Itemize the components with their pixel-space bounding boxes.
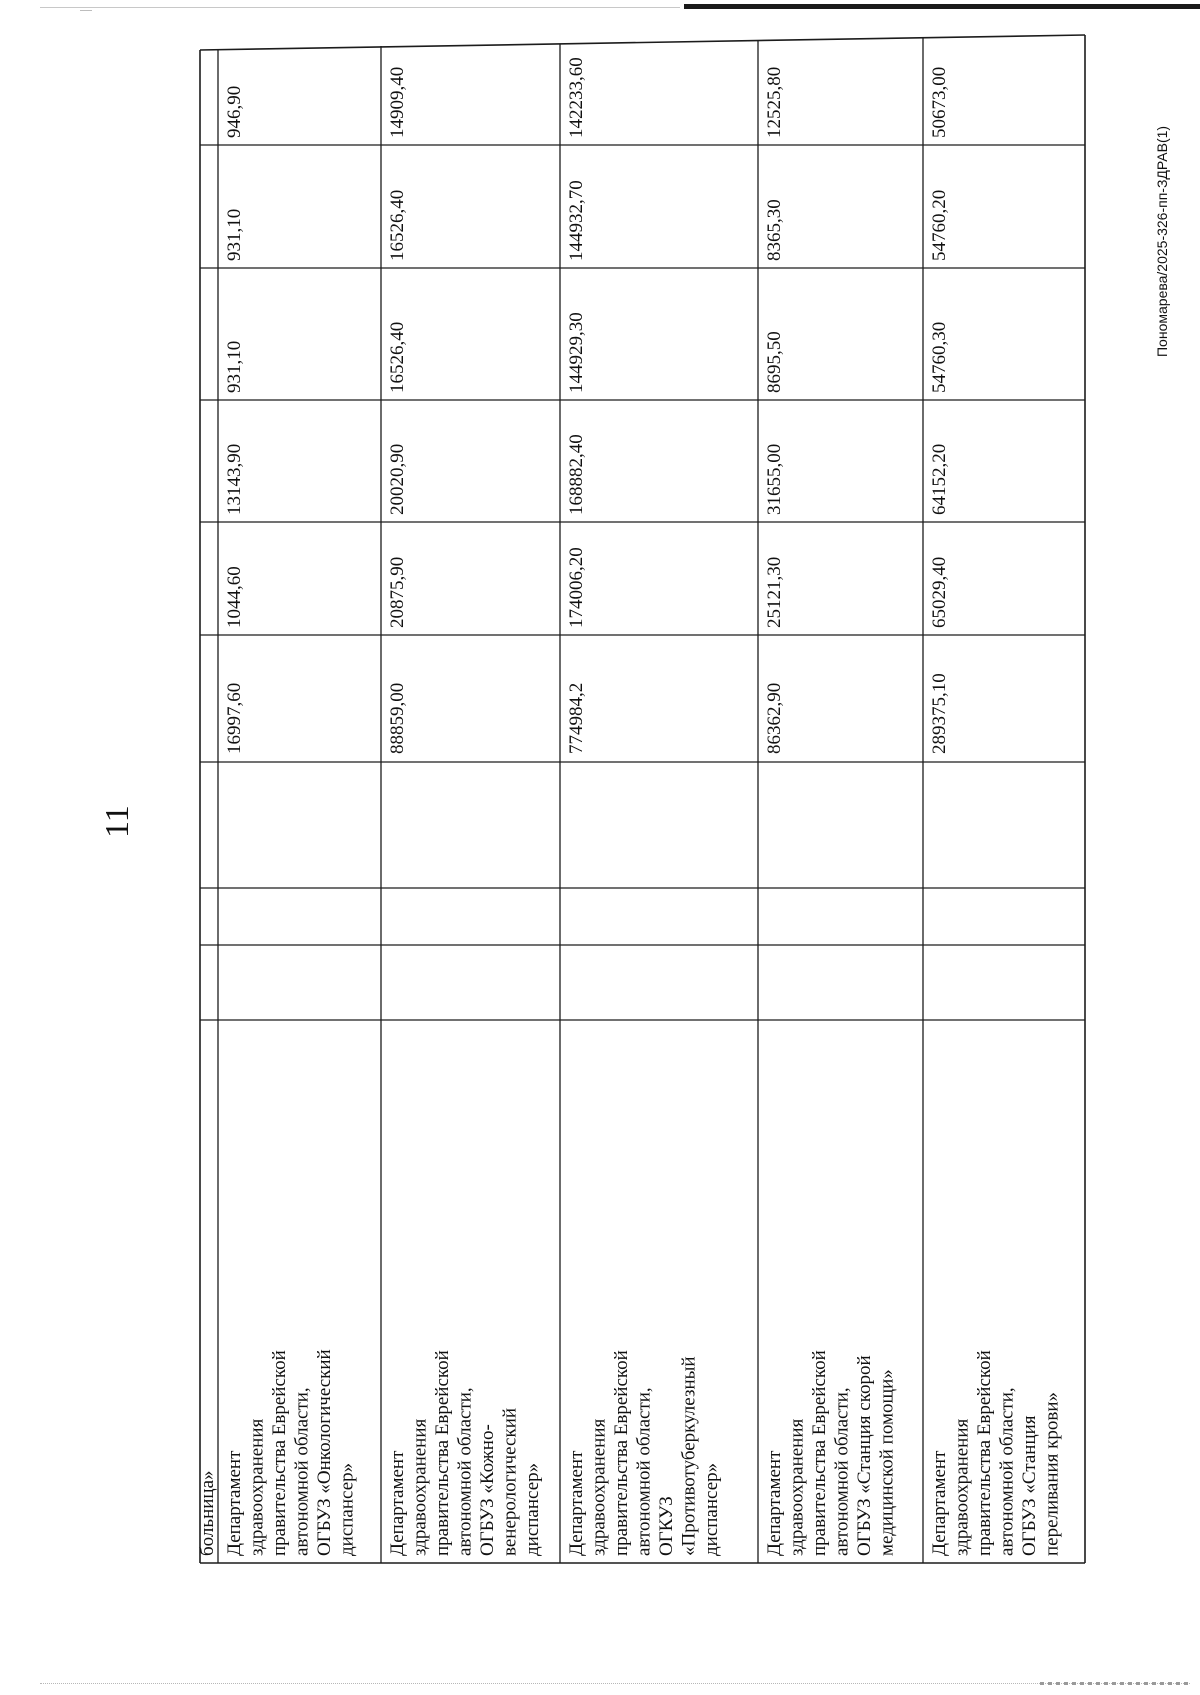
table-cell-name-line: здравоохранения <box>409 1418 431 1556</box>
table-cell-value: 289375,10 <box>929 673 950 754</box>
table-cell-name-line: Департамент <box>764 1450 785 1556</box>
table-cell-value: 13143,90 <box>224 443 245 515</box>
table-cell-name-line: автономной области, <box>291 1387 313 1556</box>
table-text <box>197 57 1063 1556</box>
table-cell-name-line: Департамент <box>929 1450 950 1556</box>
table-cell-value: 8695,50 <box>764 331 785 393</box>
table-cell-value: 144929,30 <box>566 312 587 393</box>
table-cell-name-line: правительства Еврейской <box>269 1350 290 1556</box>
table-cell-value: 20875,90 <box>387 556 408 628</box>
table-cell-name-line: правительства Еврейской <box>974 1350 995 1556</box>
table-cell-name-line: автономной области, <box>633 1387 655 1556</box>
table-cell-name-line: здравоохранения <box>588 1418 610 1556</box>
table-cell-name-line: венерологический <box>499 1407 521 1556</box>
table-cell-value: 12525,80 <box>764 66 785 138</box>
table-cell-name-line: ОГБУЗ «Онкологический <box>314 1349 335 1556</box>
table-cell-name-line: диспансер» <box>701 1462 722 1556</box>
table-cell-name-line: медицинской помощи» <box>876 1369 898 1556</box>
partial-row-label: больница» <box>197 1470 218 1556</box>
table-cell-value: 54760,30 <box>929 321 950 393</box>
table-cell-value: 16526,40 <box>387 189 408 261</box>
table-cell-name-line: правительства Еврейской <box>611 1350 632 1556</box>
table-grid <box>200 35 1085 1563</box>
table-cell-value: 16526,40 <box>387 321 408 393</box>
table-border-top <box>200 35 1085 50</box>
table-cell-name-line: Департамент <box>224 1450 245 1556</box>
table-cell-name-line: автономной области, <box>831 1387 853 1556</box>
table-cell-value: 50673,00 <box>929 66 950 138</box>
table-cell-value: 20020,90 <box>387 443 408 515</box>
table-cell-value: 931,10 <box>224 340 245 393</box>
table-cell-name-line: диспансер» <box>336 1462 358 1556</box>
table-cell-name-line: диспансер» <box>522 1462 543 1556</box>
table-cell-value: 1044,60 <box>224 566 245 628</box>
table-cell-name-line: здравоохранения <box>246 1418 268 1556</box>
table-cell-value: 54760,20 <box>929 189 950 261</box>
document-code: Пономарева/2025-326-пп-ЗДРАВ(1) <box>1154 125 1170 357</box>
table-cell-name-line: здравоохранения <box>951 1418 973 1556</box>
table-cell-name-line: Департамент <box>387 1450 408 1556</box>
table-cell-name-line: правительства Еврейской <box>809 1350 830 1556</box>
table-cell-value: 774984,2 <box>566 682 587 754</box>
table-cell-name-line: ОГКУЗ <box>656 1496 677 1556</box>
table-cell-value: 142233,60 <box>566 57 587 138</box>
table-cell-value: 946,90 <box>224 85 245 138</box>
table-cell-name-line: здравоохранения <box>786 1418 808 1556</box>
table-cell-value: 31655,00 <box>764 443 785 515</box>
table-cell-value: 14909,40 <box>387 66 408 138</box>
table-cell-value: 16997,60 <box>224 682 245 754</box>
table-cell-value: 88859,00 <box>387 682 408 754</box>
table-cell-name-line: правительства Еврейской <box>432 1350 453 1556</box>
table-cell-name-line: автономной области, <box>454 1387 476 1556</box>
table-cell-name-line: ОГБУЗ «Станция <box>1019 1415 1040 1556</box>
table-cell-value: 25121,30 <box>764 556 785 628</box>
table-cell-name-line: переливания крови» <box>1041 1391 1063 1556</box>
table-cell-name-line: ОГБУЗ «Кожно- <box>477 1424 498 1556</box>
page-number: 11 <box>99 805 136 838</box>
table-cell-value: 931,10 <box>224 208 245 261</box>
table-cell-value: 8365,30 <box>764 199 785 261</box>
table-cell-value: 86362,90 <box>764 682 785 754</box>
table-cell-value: 65029,40 <box>929 556 950 628</box>
table-cell-name-line: ОГБУЗ «Станция скорой <box>854 1355 875 1556</box>
table-cell-value: 174006,20 <box>566 547 587 628</box>
table-cell-value: 64152,20 <box>929 443 950 515</box>
table-cell-name-line: автономной области, <box>996 1387 1018 1556</box>
table-cell-value: 144932,70 <box>566 180 587 261</box>
table-cell-name-line: Департамент <box>566 1450 587 1556</box>
table-cell-value: 168882,40 <box>566 434 587 515</box>
table-cell-name-line: «Противотуберкулезный <box>678 1356 700 1556</box>
